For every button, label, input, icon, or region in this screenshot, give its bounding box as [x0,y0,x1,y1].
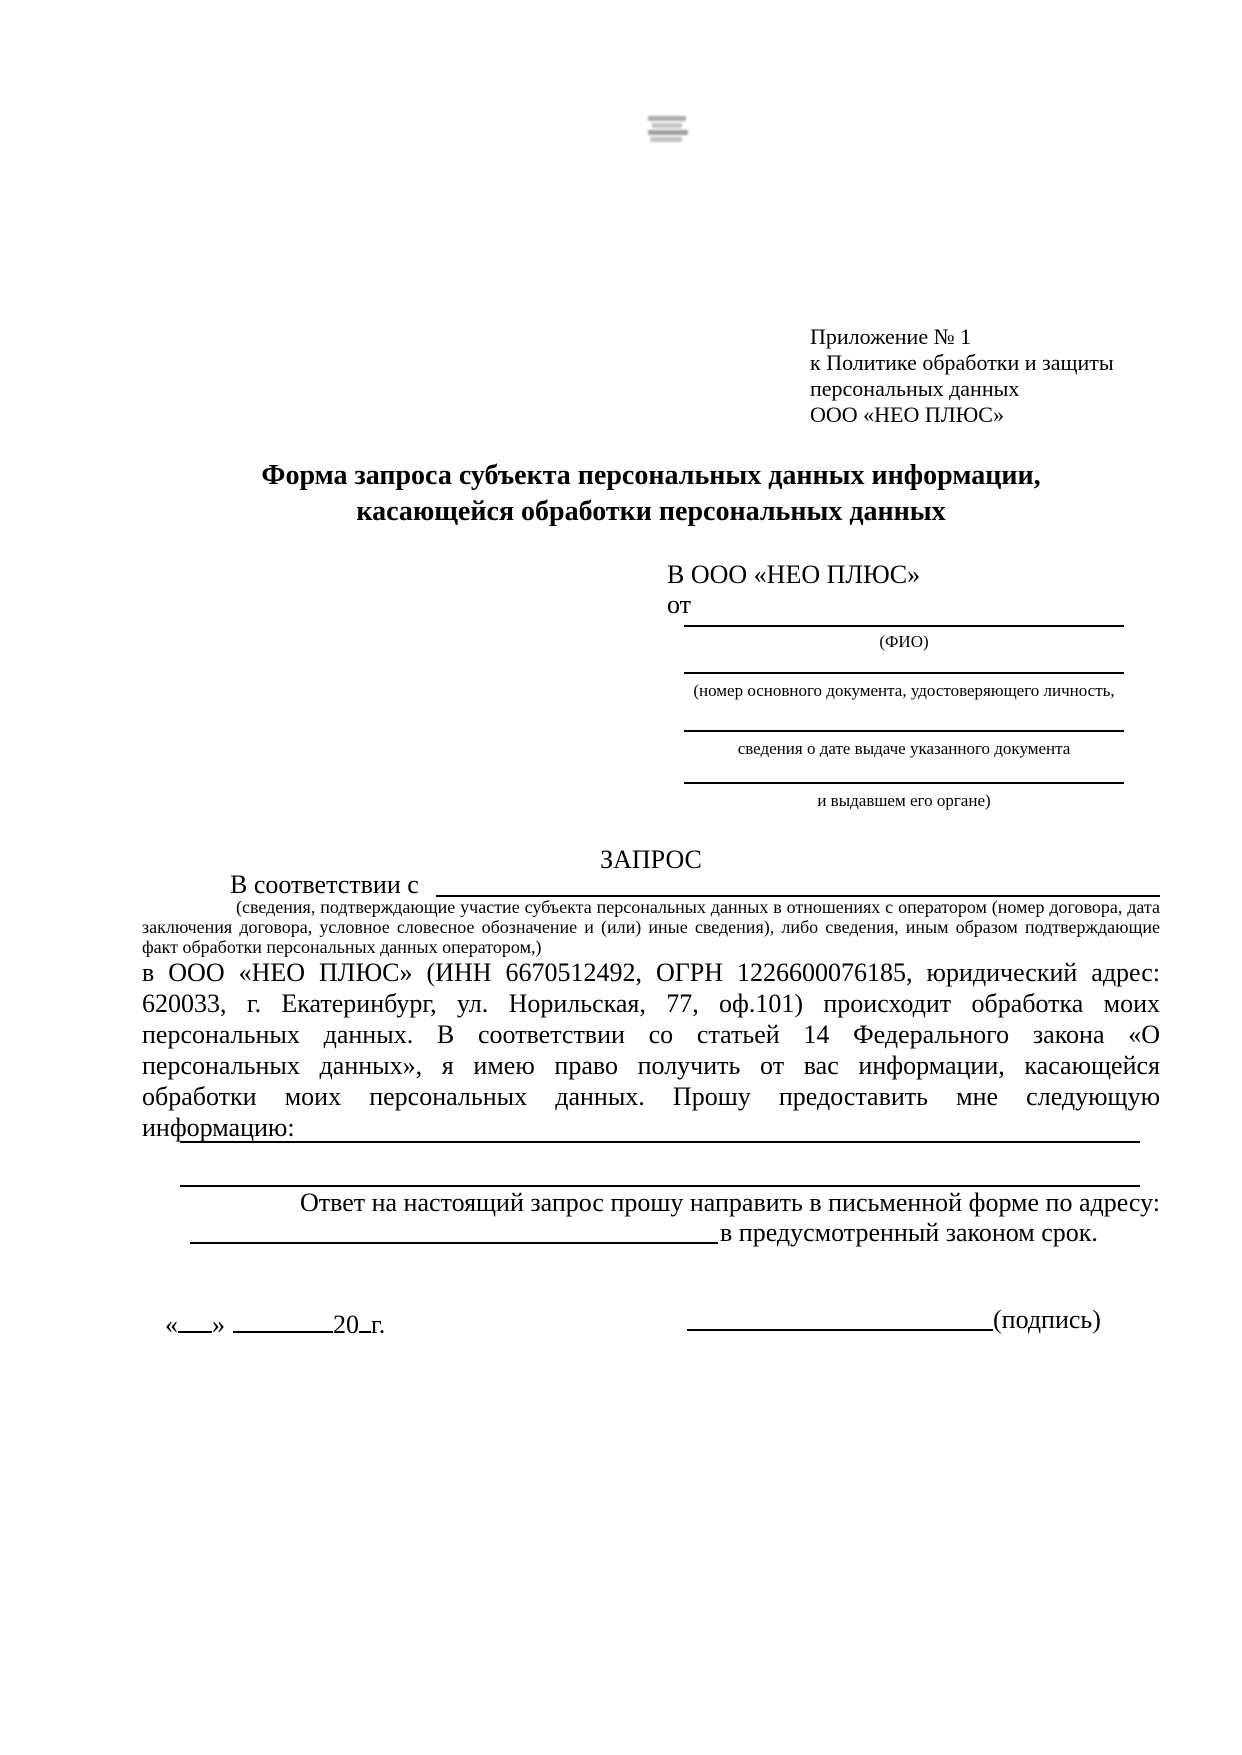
addressee-organization: В ООО «НЕО ПЛЮС» [667,560,921,589]
day-fill-line [178,1305,212,1333]
address-fill-line [190,1242,718,1244]
document-title-line2: касающейся обработки персональных данных [356,496,946,527]
appendix-line: ООО «НЕО ПЛЮС» [810,402,1004,427]
signature-fill-line [687,1329,993,1331]
year-suffix: г. [371,1310,386,1339]
response-request-line: Ответ на настоящий запрос прошу направить в письменной форме по адресу: [299,1188,1160,1217]
month-fill-line [233,1305,333,1333]
appendix-header [810,324,1114,428]
document-title [142,458,1160,530]
appendix-line: Приложение № 1 [810,324,972,349]
issuing-authority-caption: и выдавшем его органе) [817,791,991,810]
issuing-authority-fill-line [684,782,1124,784]
from-label: от [667,590,692,619]
document-title-line1: Форма запроса субъекта персональных данных информации, [261,460,1041,491]
request-body-paragraph: в ООО «НЕО ПЛЮС» (ИНН 6670512492, ОГРН 1226600076185, юридический адрес: 620033, г. Екатеринбург, ул. Норильская, 77, оф.101) происходит обработка моих персональных данных. В соответствии со статьей 14 Федерального закона «О персональных данных», я имею право получить от вас информации, касающейся обработки моих персональных данных. Прошу предоставить мне следующую информацию: [142,958,1160,1142]
document-number-caption: (номер основного документа, удостоверяющего личность, [693,681,1115,700]
fine-print-note: (сведения, подтверждающие участие субъекта персональных данных в отношениях с оператором (номер договора, дата заключения договора, условное словесное обозначение и (или) иные сведения), либо сведения, иным образом подтверждающие факт обработки персональных данных оператором,) [142,897,1160,957]
blurred-company-logo-icon [644,116,690,144]
fio-fill-line [684,625,1124,627]
year-fill-line [359,1305,371,1333]
fio-caption: (ФИО) [879,632,929,651]
appendix-line: к Политике обработки и защиты [810,350,1114,375]
date-quote-close: » [212,1310,225,1339]
accordance-label: В соответствии с [230,870,419,899]
document-number-fill-line [684,672,1124,674]
information-fill-line-2 [180,1185,1140,1187]
issue-date-caption: сведения о дате выдаче указанного документа [737,739,1071,758]
issue-date-fill-line [684,730,1124,732]
response-deadline-text: в предусмотренный законом срок. [720,1218,1098,1247]
appendix-line: персональных данных [810,376,1020,401]
year-prefix: 20 [333,1310,359,1339]
request-heading: ЗАПРОС [600,845,702,874]
date-quote-open: « [165,1310,178,1339]
date-fill-group [165,1305,385,1340]
signature-caption: (подпись) [993,1305,1101,1334]
information-fill-line-1 [180,1141,1140,1143]
